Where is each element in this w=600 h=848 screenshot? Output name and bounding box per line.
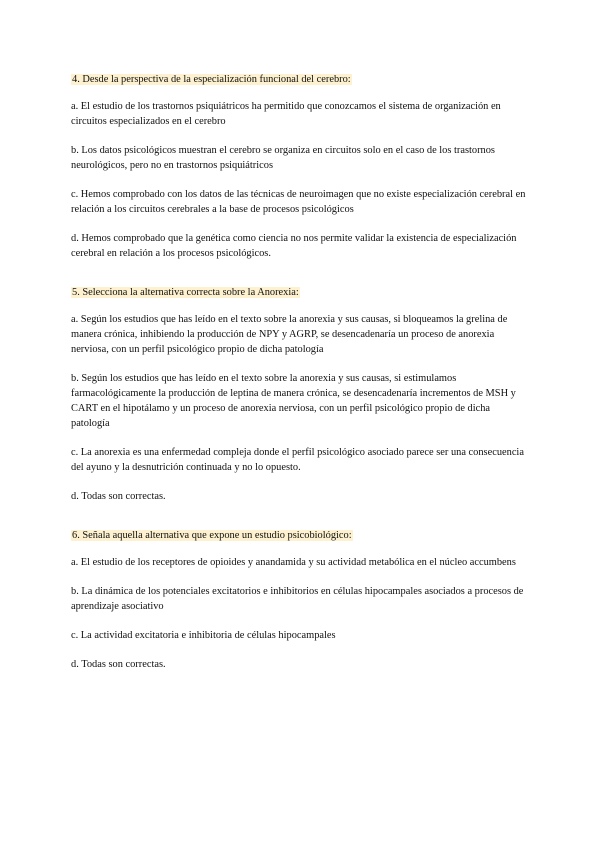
question-6 [71,526,540,672]
option-d: d. Hemos comprobado que la genética como ciencia no nos permite validar la existencia de especialización cerebral en relación a los procesos psicológicos. [71,233,517,259]
question-title: 4. Desde la perspectiva de la especialización funcional del cerebro: [72,74,351,85]
option-c: c. La actividad excitatoria e inhibitoria de células hipocampales [71,630,336,641]
option-a: a. El estudio de los trastornos psiquiátricos ha permitido que conozcamos el sistema de organización en circuitos especializados en el cerebro [71,101,501,127]
option-a: a. El estudio de los receptores de opioides y anandamida y su actividad metabólica en el núcleo accumbens [71,557,516,568]
option-b: b. Los datos psicológicos muestran el cerebro se organiza en circuitos solo en el caso de los trastornos neurológicos, pero no en trastornos psiquiátricos [71,145,495,171]
option-c: c. La anorexia es una enfermedad compleja donde el perfil psicológico asociado parece ser una consecuencia del ayuno y la desnutrición continuada y no lo opuesto. [71,447,524,473]
option-a: a. Según los estudios que has leído en el texto sobre la anorexia y sus causas, si bloqueamos la grelina de manera crónica, inhibiendo la producción de NPY y AGRP, se desencadenaría un proceso de anorexia nerviosa, con un perfil psicológico propio de dicha patología [71,314,508,355]
question-title: 5. Selecciona la alternativa correcta sobre la Anorexia: [72,287,299,298]
question-4 [71,70,540,261]
question-5 [71,283,540,504]
option-b: b. Según los estudios que has leído en el texto sobre la anorexia y sus causas, si estimulamos farmacológicamente la producción de leptina de manera crónica, se desencadenaría incrementos de MSH y CART en el hipotálamo y un proceso de anorexia nerviosa, con un perfil psicológico propio de dicha patología [71,373,516,429]
option-d: d. Todas son correctas. [71,659,166,670]
option-b: b. La dinámica de los potenciales excitatorios e inhibitorios en células hipocampales asociados a procesos de aprendizaje asociativo [71,586,524,612]
question-title: 6. Señala aquella alternativa que expone un estudio psicobiológico: [72,530,352,541]
option-c: c. Hemos comprobado con los datos de las técnicas de neuroimagen que no existe especialización cerebral en relación a los circuitos cerebrales a la base de procesos psicológicos [71,189,526,215]
option-d: d. Todas son correctas. [71,491,166,502]
